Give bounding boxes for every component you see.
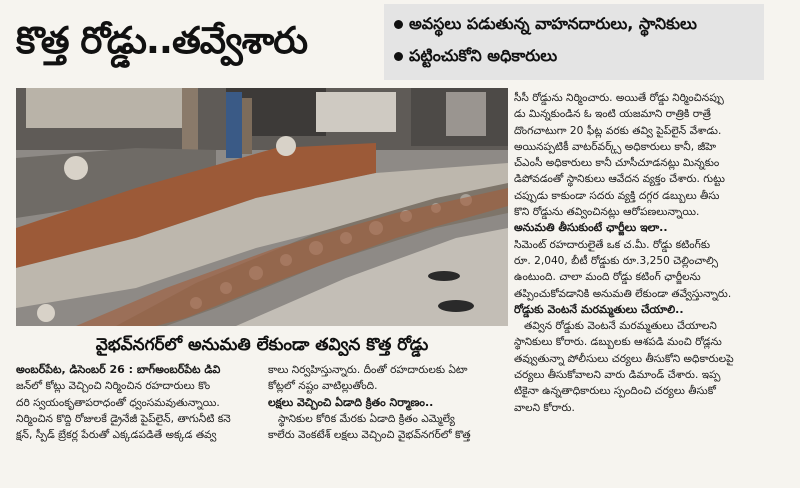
text-line: చ్‌ఎంసీ అధికారులు కానీ చూసీచూడనట్లు మిన్నకుం bbox=[514, 157, 720, 170]
text-line: చప్పుడు కాకుండా సదరు వ్యక్తి దగ్గర డబ్బులు తీసు bbox=[514, 189, 720, 202]
text-line: కోట్లలో నష్టం వాటిల్లుతోంది. bbox=[268, 380, 378, 393]
subhead-2-text: పట్టించుకోని అధికారులు bbox=[409, 46, 558, 65]
news-photo bbox=[16, 88, 508, 326]
text-line: దరి స్వయంకృతాపరాధంతో ధ్వంసమవుతున్నాయి. bbox=[16, 396, 220, 409]
text-line: జన్‌లో కోట్లు వెచ్చించి నిర్మించిన రహదారులు కొం bbox=[16, 380, 211, 393]
bullet-icon bbox=[394, 20, 403, 29]
text-line: స్థానికుల కోరిక మేరకు ఏడాది క్రితం ఎమ్మెల్యే bbox=[278, 412, 455, 425]
text-line: దొంగచాటుగా 20 ఫీట్ల వరకు తవ్వి పైప్‌లైన్ వేశాడు. bbox=[514, 124, 722, 137]
text-line: సిమెంట్ రహదారులైతే ఒక చ.మీ. రోడ్డు కటింగ్‌కు bbox=[514, 238, 711, 251]
text-line: క్షన్, స్పీడ్ బ్రేకర్ల పేరుతో ఎక్కడపడితే అక్కడ తవ్వ bbox=[16, 429, 217, 442]
text-line: అయినప్పటికీ వాటర్‌వర్క్స్ అధికారులు కానీ, జీహె bbox=[514, 140, 717, 153]
text-line: స్థానికులు కోరారు. డబ్బులకు ఆశపడి మంచి రోడ్లను bbox=[514, 336, 722, 349]
text-line: సీసీ రోడ్డును నిర్మించారు. అయితే రోడ్డు నిర్మించినప్పు bbox=[514, 92, 724, 104]
article-column-3 bbox=[514, 90, 782, 486]
text-line: డు మిన్నకుండిన ఓ ఇంటి యజమాని రాత్రికి రాత్రే bbox=[514, 108, 711, 121]
dateline-line: అంబర్‌పేట, డిసెంబర్ 26 : బాగ్‌అంబర్‌పేట డివి bbox=[16, 363, 221, 376]
text-line: తవ్విన రోడ్డుకు వెంటనే మరమ్మతులు చేయాలని bbox=[524, 320, 717, 333]
text-line: తప్పించుకోవడానికి అనుమతి లేకుండా తవ్వేస్తున్నారు. bbox=[514, 287, 732, 300]
text-line: చర్యలు తీసుకోవాలని వారు డిమాండ్ చేశారు. ఇప్ప bbox=[514, 369, 721, 382]
subheads-box bbox=[384, 4, 764, 80]
headline: కొత్త రోడ్డు..తవ్వేశారు bbox=[16, 19, 307, 62]
section-heading: లక్షలు వెచ్చించి ఏడాది క్రితం నిర్మాణం.. bbox=[268, 395, 434, 409]
text-line: వాలని కోరారు. bbox=[514, 401, 575, 414]
text-line: కాలేరు వెంకటేశ్ లక్షలు వెచ్చించి వైభవ్‌నగర్‌లో కొత్త bbox=[268, 429, 471, 442]
section-heading: అనుమతి తీసుకుంటే ఛార్జీలు ఇలా.. bbox=[514, 221, 668, 235]
text-line: కొని రోడ్డును తవ్వించినట్లు ఆరోపణలున్నాయి. bbox=[514, 206, 700, 219]
text-line: ఉంటుంది. చాలా మంది రోడ్డు కటింగ్ ఛార్జీలను bbox=[514, 271, 701, 284]
text-line: తవ్వుతున్నా పోలీసులు చర్యలు తీసుకోని అధికారులపై bbox=[514, 352, 734, 365]
article-column-2 bbox=[268, 362, 508, 486]
text-line: నిర్మించిన కొద్ది రోజులకే డ్రైనేజీ పైప్‌లైన్, తాగునీటి కనె bbox=[16, 412, 231, 425]
bullet-icon bbox=[394, 52, 403, 61]
subhead-1-text: అవస్థలు పడుతున్న వాహనదారులు, స్థానికులు bbox=[409, 14, 697, 33]
text-line: టికైనా ఉన్నతాధికారులు స్పందించి చర్యలు తీసుకో bbox=[514, 385, 716, 398]
section-heading: రోడ్డుకు వెంటనే మరమ్మతులు చేయాలి.. bbox=[514, 302, 684, 316]
photo-caption: వైభవ్‌నగర్‌లో అనుమతి లేకుండా తవ్విన కొత్త రోడ్డు bbox=[95, 335, 429, 355]
subhead-1 bbox=[394, 14, 697, 37]
subhead-2 bbox=[394, 46, 557, 69]
article-column-1 bbox=[16, 362, 260, 486]
text-line: కాలు నిర్వహిస్తున్నారు. దీంతో రహదారులకు ఏటా bbox=[268, 364, 468, 376]
text-line: డిపోవడంతో స్థానికులు ఆవేదన వ్యక్తం చేశారు. గుట్టు bbox=[514, 173, 725, 186]
text-line: రూ. 2,040, బీటీ రోడ్డుకు రూ.3,250 చెల్లించాల్సి bbox=[514, 254, 719, 267]
